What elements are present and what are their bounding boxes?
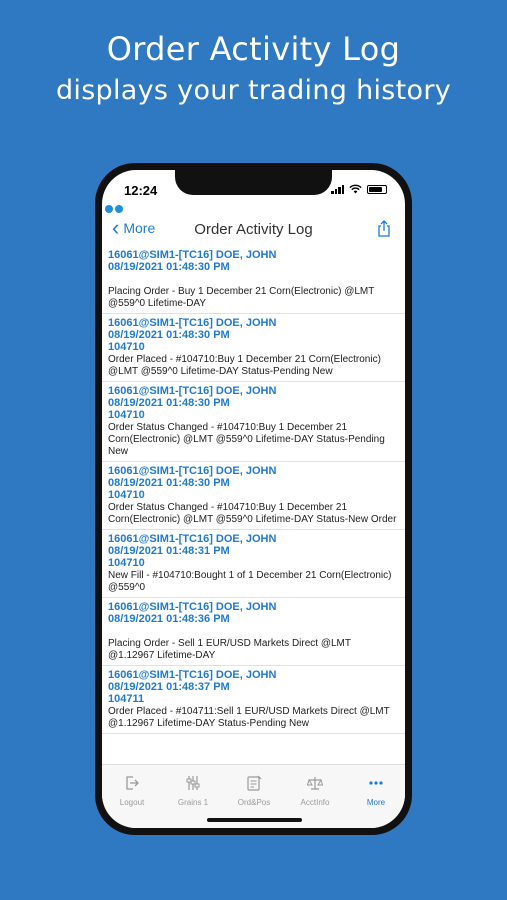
phone-screen xyxy=(102,170,405,828)
entry-account: 16061@SIM1-[TC16] DOE, JOHN xyxy=(108,385,277,397)
signal-icon xyxy=(331,185,344,194)
orders-icon xyxy=(224,773,284,793)
tab-label: Logout xyxy=(119,798,145,807)
tab-label: Ord&Pos xyxy=(237,798,271,807)
tab-label: Grains 1 xyxy=(177,798,209,807)
log-entry[interactable] xyxy=(102,530,405,598)
app-indicator-dots xyxy=(105,205,123,213)
entry-message: Order Status Changed - #104710:Buy 1 December 21 Corn(Electronic) @LMT @559^0 Lifetime-DAY Status-New Order xyxy=(108,502,397,525)
tab-ord-pos[interactable] xyxy=(224,773,284,807)
tab-label: AcctInfo xyxy=(300,798,330,807)
log-entry[interactable] xyxy=(102,598,405,666)
entry-message: Order Placed - #104710:Buy 1 December 21 Corn(Electronic) @LMT @559^0 Lifetime-DAY Status-Pending New xyxy=(108,354,381,377)
notch xyxy=(175,170,332,195)
promo-subtitle: displays your trading history xyxy=(55,75,452,106)
tab-acctinfo[interactable] xyxy=(285,773,345,807)
entry-message: New Fill - #104710:Bought 1 of 1 December 21 Corn(Electronic) @559^0 xyxy=(108,570,392,593)
log-entry[interactable] xyxy=(102,382,405,462)
activity-log-list[interactable] xyxy=(102,246,405,762)
share-icon[interactable] xyxy=(377,220,391,237)
entry-order-id: 104710 xyxy=(108,489,145,501)
tab-logout[interactable] xyxy=(102,773,162,807)
home-indicator xyxy=(207,818,302,822)
entry-timestamp: 08/19/2021 01:48:36 PM xyxy=(108,613,230,625)
entry-message: Order Placed - #104711:Sell 1 EUR/USD Markets Direct @LMT @1.12967 Lifetime-DAY Status-Pending New xyxy=(108,706,390,729)
sliders-icon xyxy=(163,773,223,793)
entry-timestamp: 08/19/2021 01:48:30 PM xyxy=(108,329,230,341)
page-title: Order Activity Log xyxy=(194,221,313,238)
status-icons xyxy=(331,184,387,194)
chevron-left-icon: ‹ xyxy=(112,215,120,240)
entry-order-id: 104710 xyxy=(108,409,145,421)
tab-label: More xyxy=(366,798,386,807)
promo-title: Order Activity Log xyxy=(106,30,401,68)
more-icon xyxy=(346,773,405,793)
entry-message: Order Status Changed - #104710:Buy 1 December 21 Corn(Electronic) @LMT @559^0 Lifetime-DAY Status-Pending New xyxy=(108,422,385,457)
back-label: More xyxy=(123,220,156,236)
log-entry[interactable] xyxy=(102,462,405,530)
entry-timestamp: 08/19/2021 01:48:30 PM xyxy=(108,397,230,409)
phone-frame xyxy=(95,163,412,835)
entry-message: Placing Order - Buy 1 December 21 Corn(Electronic) @LMT @559^0 Lifetime-DAY xyxy=(108,286,375,309)
battery-icon xyxy=(367,185,387,194)
entry-account: 16061@SIM1-[TC16] DOE, JOHN xyxy=(108,601,277,613)
entry-account: 16061@SIM1-[TC16] DOE, JOHN xyxy=(108,317,277,329)
wifi-icon xyxy=(349,184,362,194)
entry-timestamp: 08/19/2021 01:48:30 PM xyxy=(108,261,230,273)
nav-bar xyxy=(102,214,405,244)
entry-account: 16061@SIM1-[TC16] DOE, JOHN xyxy=(108,465,277,477)
entry-timestamp: 08/19/2021 01:48:31 PM xyxy=(108,545,230,557)
logout-icon xyxy=(102,773,162,793)
entry-order-id: 104710 xyxy=(108,557,145,569)
entry-timestamp: 08/19/2021 01:48:30 PM xyxy=(108,477,230,489)
entry-account: 16061@SIM1-[TC16] DOE, JOHN xyxy=(108,249,277,261)
scale-icon xyxy=(285,773,345,793)
log-entry[interactable] xyxy=(102,246,405,314)
tab-grains-1[interactable] xyxy=(163,773,223,807)
entry-order-id: 104711 xyxy=(108,693,145,705)
entry-message: Placing Order - Sell 1 EUR/USD Markets Direct @LMT @1.12967 Lifetime-DAY xyxy=(108,638,351,661)
log-entry[interactable] xyxy=(102,666,405,734)
entry-timestamp: 08/19/2021 01:48:37 PM xyxy=(108,681,230,693)
entry-account: 16061@SIM1-[TC16] DOE, JOHN xyxy=(108,533,277,545)
entry-account: 16061@SIM1-[TC16] DOE, JOHN xyxy=(108,669,277,681)
entry-order-id: 104710 xyxy=(108,341,145,353)
tab-more[interactable] xyxy=(346,773,405,807)
log-entry[interactable] xyxy=(102,314,405,382)
status-time: 12:24 xyxy=(124,183,158,198)
